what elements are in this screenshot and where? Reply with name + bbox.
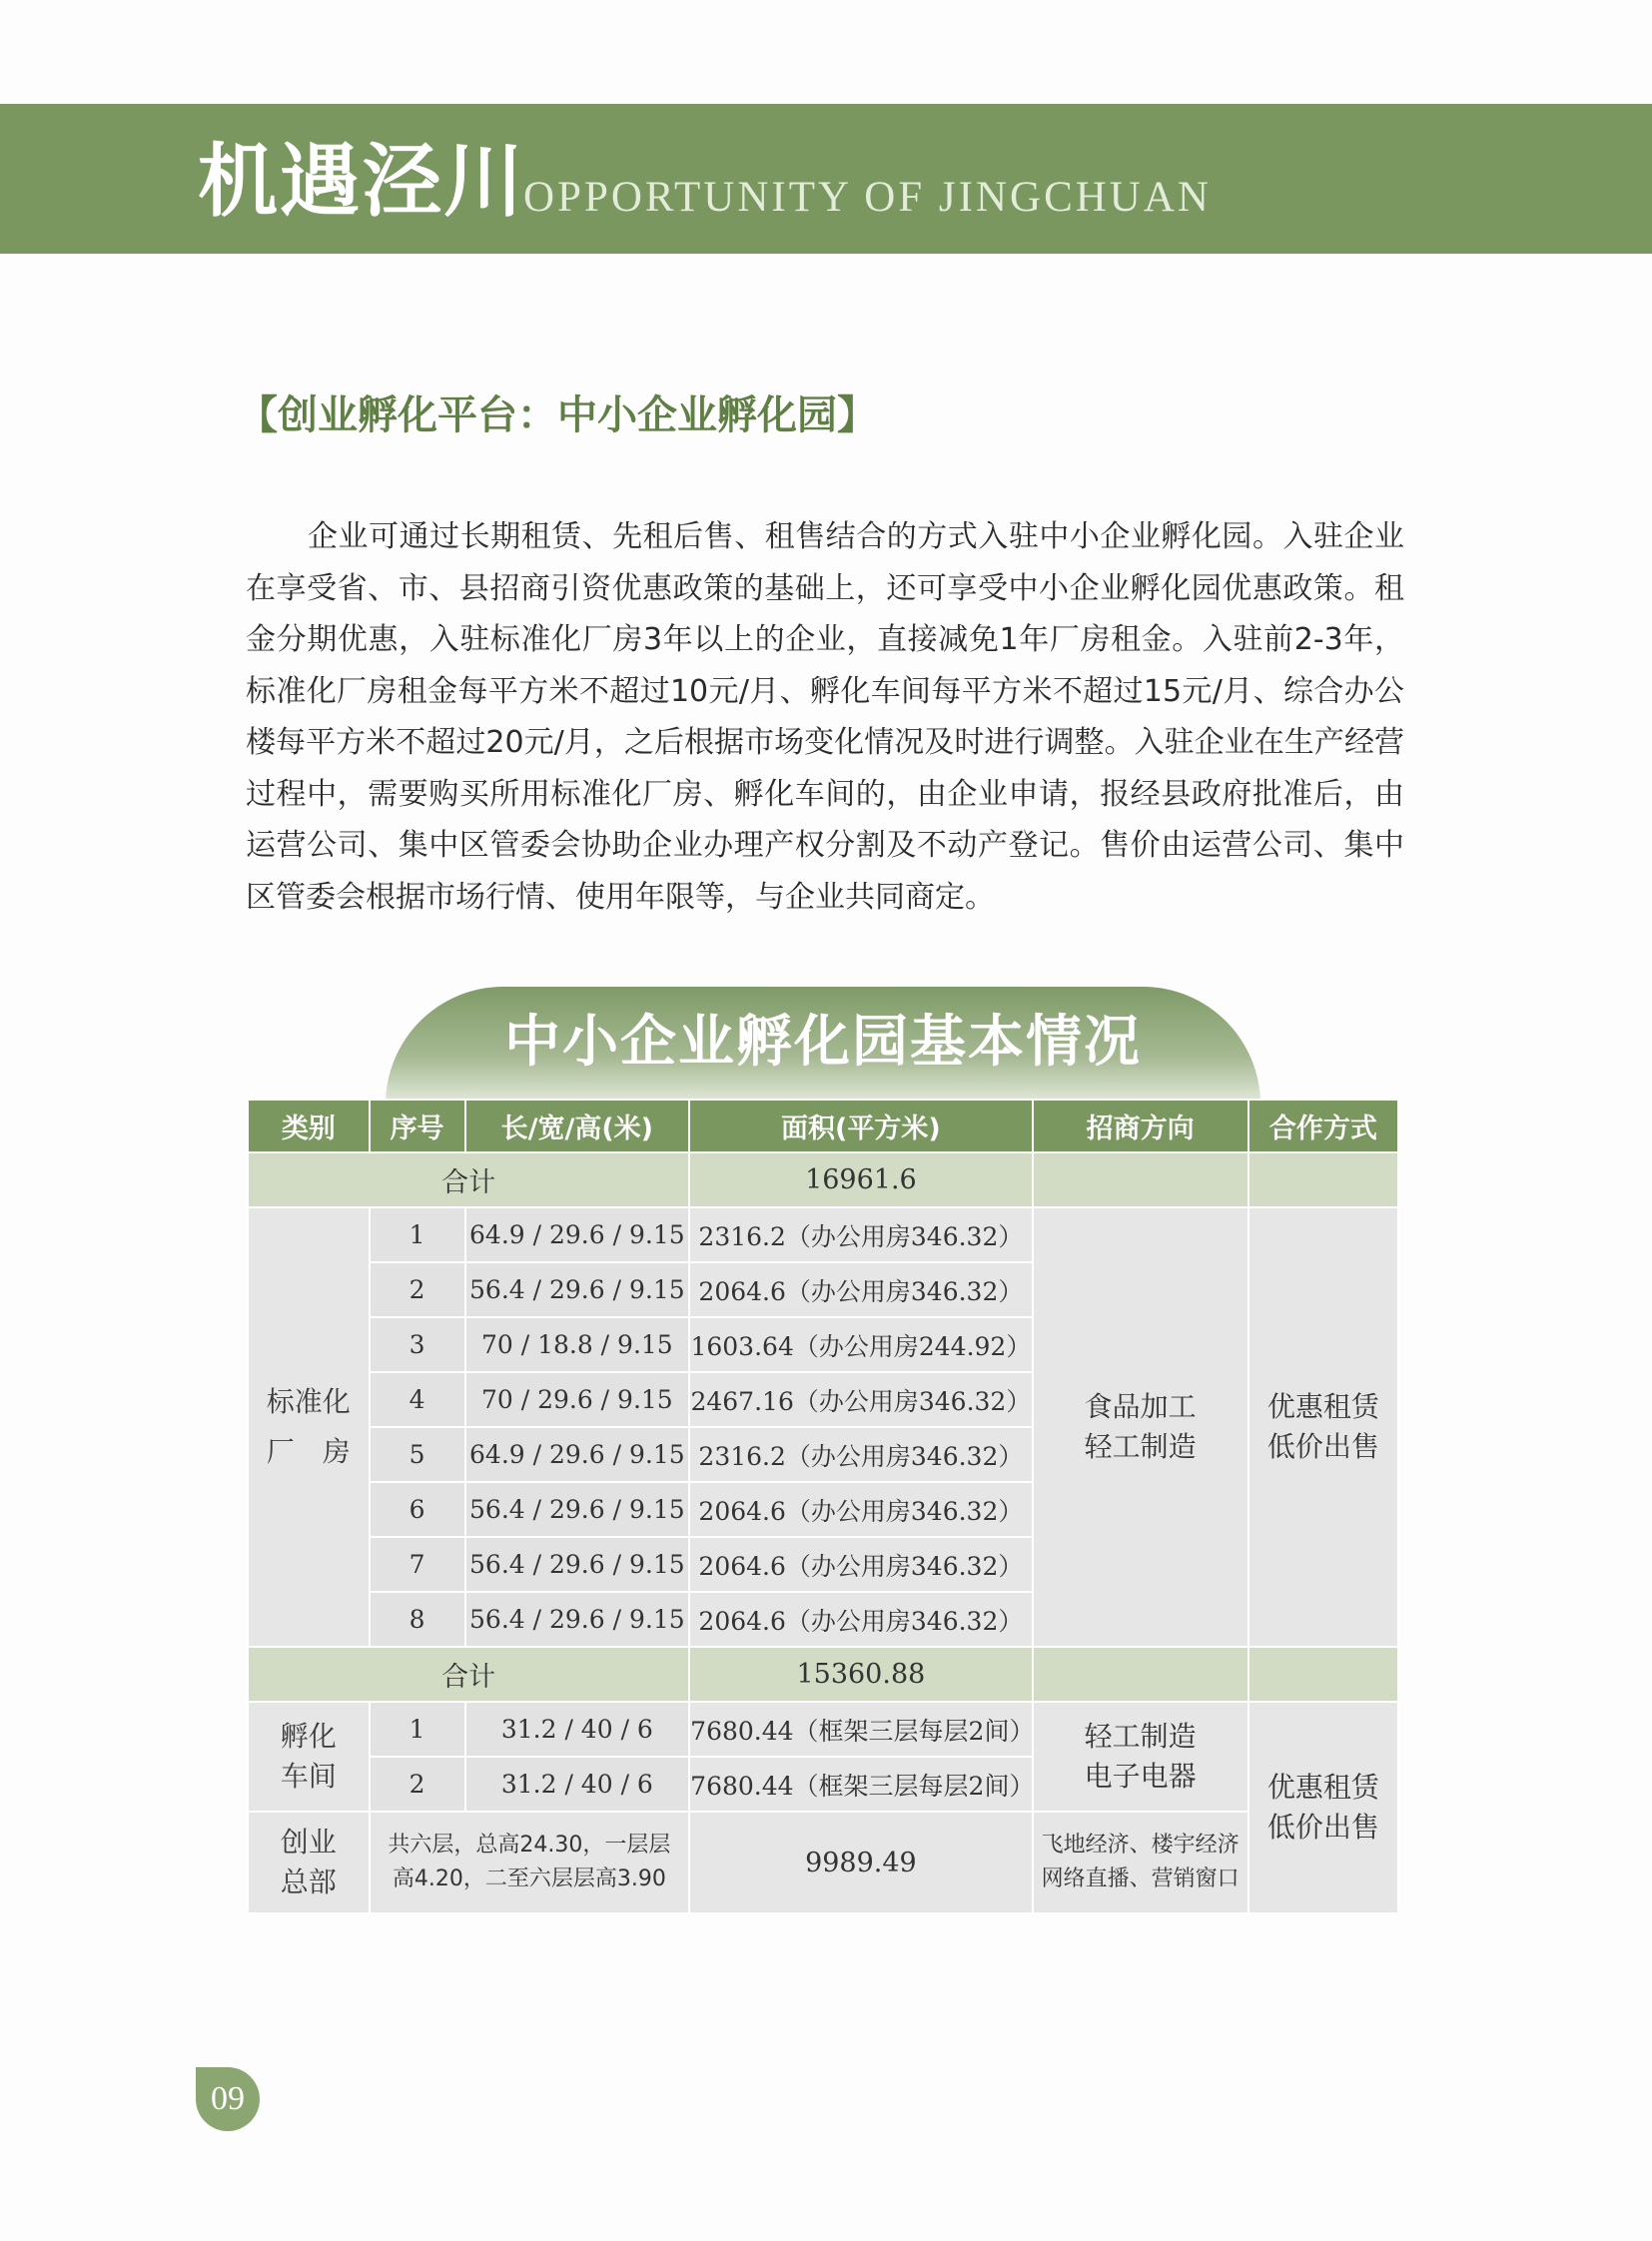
category-line: 创业 (280, 1826, 337, 1859)
header-band (0, 104, 1652, 254)
hq-direction-line: 飞地经济、楼宇经济 (1041, 1833, 1239, 1858)
category-line: 孵化 (280, 1720, 337, 1753)
header-no: 序号 (370, 1100, 465, 1152)
subtotal-area: 16961.6 (689, 1152, 1032, 1207)
category-line: 车间 (280, 1760, 337, 1793)
header-title-en: OPPORTUNITY OF JINGCHUAN (523, 174, 1212, 221)
hq-direction-cell (1033, 1812, 1248, 1913)
row-area: 2064.6（办公用房346.32） (689, 1537, 1032, 1592)
incubator-table (247, 1099, 1399, 1914)
row-no: 2 (370, 1757, 465, 1812)
row-area: 7680.44（框架三层每层2间） (689, 1757, 1032, 1812)
direction-line: 食品加工 (1084, 1390, 1197, 1423)
row-area: 2064.6（办公用房346.32） (689, 1592, 1032, 1647)
category-line: 标准化 (266, 1385, 351, 1418)
table-row (248, 1207, 1398, 1262)
row-no: 5 (370, 1427, 465, 1482)
row-dimensions: 56.4 / 29.6 / 9.15 (465, 1537, 690, 1592)
row-area: 2064.6（办公用房346.32） (689, 1262, 1032, 1317)
table-header-row (248, 1100, 1398, 1152)
header-category: 类别 (248, 1100, 370, 1152)
cooperation-line: 优惠租赁 (1266, 1390, 1379, 1423)
row-no: 3 (370, 1317, 465, 1372)
header-area: 面积(平方米) (689, 1100, 1032, 1152)
header-cooperation: 合作方式 (1248, 1100, 1398, 1152)
subtotal-row (248, 1647, 1398, 1702)
row-area: 2064.6（办公用房346.32） (689, 1482, 1032, 1537)
category-cell (248, 1207, 370, 1647)
row-no: 4 (370, 1372, 465, 1427)
subtotal-row (248, 1152, 1398, 1207)
row-area: 2316.2（办公用房346.32） (689, 1427, 1032, 1482)
body-paragraph: 企业可通过长期租赁、先租后售、租售结合的方式入驻中小企业孵化园。入驻企业在享受省、市、县招商引资优惠政策的基础上，还可享受中小企业孵化园优惠政策。租金分期优惠，入驻标准化厂房3年以上的企业，直接减免1年厂房租金。入驻前2-3年，标准化厂房租金每平方米不超过10元/月、孵化车间每平方米不超过15元/月、综合办公楼每平方米不超过20元/月，之后根据市场变化情况及时进行调整。入驻企业在生产经营过程中，需要购买所用标准化厂房、孵化车间的，由企业申请，报经县政府批准后，由运营公司、集中区管委会协助企业办理产权分割及不动产登记。售价由运营公司、集中区管委会根据市场行情、使用年限等，与企业共同商定。 (246, 519, 1404, 915)
subtotal-empty (1248, 1647, 1398, 1702)
direction-line: 轻工制造 (1084, 1430, 1197, 1463)
row-area: 2316.2（办公用房346.32） (689, 1207, 1032, 1262)
cooperation-line: 优惠租赁 (1266, 1771, 1379, 1804)
header-dimensions: 长/宽/高(米) (465, 1100, 690, 1152)
subtotal-label: 合计 (248, 1647, 689, 1702)
hq-area: 9989.49 (689, 1812, 1032, 1913)
row-dimensions: 56.4 / 29.6 / 9.15 (465, 1592, 690, 1647)
direction-cell (1033, 1702, 1248, 1812)
row-no: 8 (370, 1592, 465, 1647)
category-line: 总部 (280, 1866, 337, 1898)
row-no: 2 (370, 1262, 465, 1317)
row-no: 6 (370, 1482, 465, 1537)
row-dimensions: 31.2 / 40 / 6 (465, 1757, 690, 1812)
category-line: 厂 房 (266, 1435, 351, 1468)
section-heading: 【创业孵化平台：中小企业孵化园】 (238, 392, 877, 438)
row-dimensions: 70 / 29.6 / 9.15 (465, 1372, 690, 1427)
row-dimensions: 31.2 / 40 / 6 (465, 1702, 690, 1757)
table-row (248, 1812, 1398, 1913)
cooperation-line: 低价出售 (1266, 1430, 1379, 1463)
subtotal-empty (1248, 1152, 1398, 1207)
row-dimensions: 64.9 / 29.6 / 9.15 (465, 1207, 690, 1262)
cooperation-line: 低价出售 (1266, 1811, 1379, 1844)
category-cell (248, 1812, 370, 1913)
hq-description-line: 高4.20，二至六层层高3.90 (392, 1867, 666, 1891)
subtotal-empty (1033, 1647, 1248, 1702)
category-cell (248, 1702, 370, 1812)
direction-line: 轻工制造 (1084, 1720, 1197, 1753)
cooperation-cell (1248, 1702, 1398, 1913)
hq-direction-line: 网络直播、营销窗口 (1041, 1867, 1239, 1891)
row-dimensions: 56.4 / 29.6 / 9.15 (465, 1482, 690, 1537)
header-title-cn: 机遇泾川 (198, 135, 525, 228)
direction-cell (1033, 1207, 1248, 1647)
hq-description-line: 共六层，总高24.30，一层层 (388, 1833, 671, 1858)
row-dimensions: 56.4 / 29.6 / 9.15 (465, 1262, 690, 1317)
subtotal-label: 合计 (248, 1152, 689, 1207)
row-area: 7680.44（框架三层每层2间） (689, 1702, 1032, 1757)
subtotal-empty (1033, 1152, 1248, 1207)
row-area: 1603.64（办公用房244.92） (689, 1317, 1032, 1372)
row-no: 1 (370, 1702, 465, 1757)
row-no: 7 (370, 1537, 465, 1592)
table-row (248, 1702, 1398, 1757)
cooperation-cell (1248, 1207, 1398, 1647)
page-number: 09 (196, 2067, 260, 2131)
header-direction: 招商方向 (1033, 1100, 1248, 1152)
table-title: 中小企业孵化园基本情况 (504, 1010, 1142, 1075)
subtotal-area: 15360.88 (689, 1647, 1032, 1702)
row-dimensions: 64.9 / 29.6 / 9.15 (465, 1427, 690, 1482)
row-dimensions: 70 / 18.8 / 9.15 (465, 1317, 690, 1372)
row-area: 2467.16（办公用房346.32） (689, 1372, 1032, 1427)
hq-description-cell (370, 1812, 690, 1913)
direction-line: 电子电器 (1084, 1760, 1197, 1793)
row-no: 1 (370, 1207, 465, 1262)
